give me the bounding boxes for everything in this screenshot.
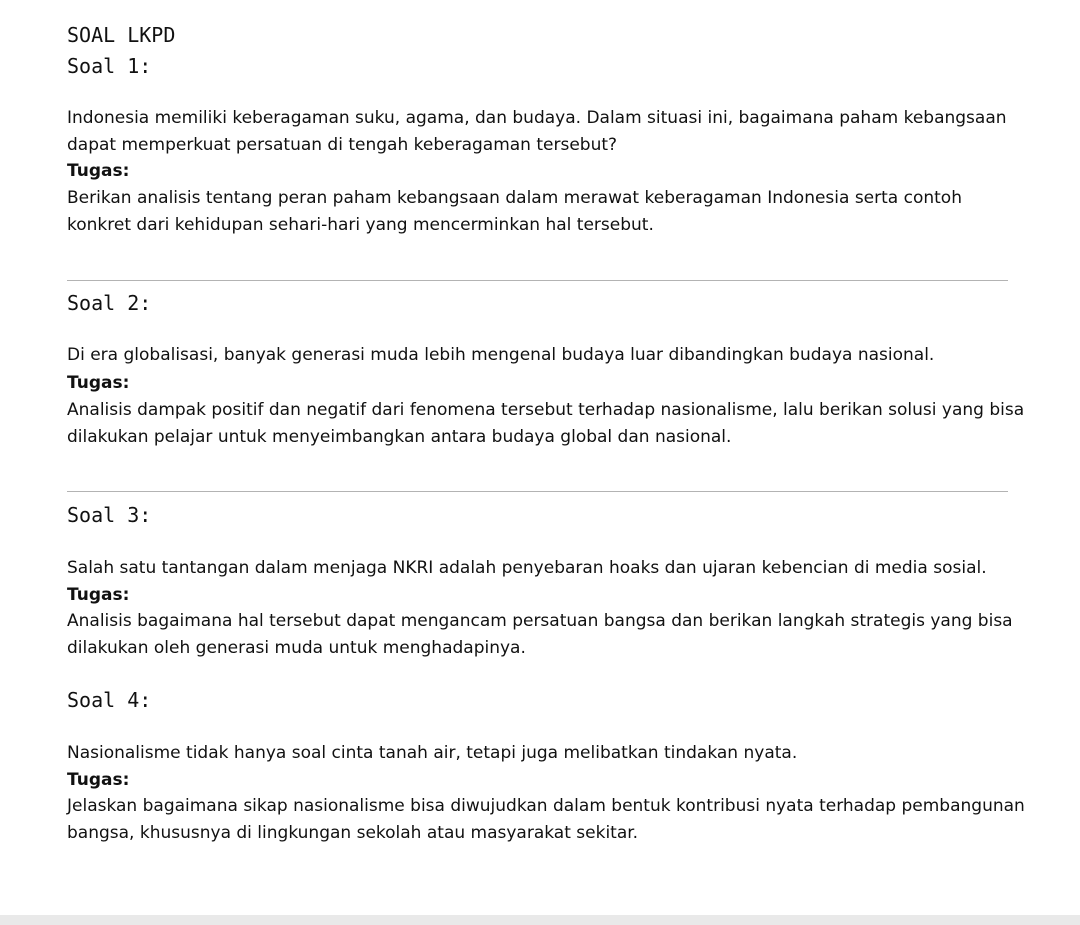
question-4-task-label: Tugas: [67,770,130,790]
viewer-bottom-edge [0,915,1080,925]
question-2-task: Analisis dampak positif dan negatif dari fenomena tersebut terhadap nasionalisme, lalu berikan solusi yang bisa dilakukan pelajar untuk menyeimbangkan antara budaya global dan nasional. [67,400,1025,447]
question-3-heading: Soal 3: [67,503,152,527]
section-divider-1 [67,280,1008,281]
question-2-task-label: Tugas: [67,373,130,393]
document-title: SOAL LKPD [67,23,176,47]
question-4-heading: Soal 4: [67,688,152,712]
question-1-task: Berikan analisis tentang peran paham kebangsaan dalam merawat keberagaman Indonesia serta contoh konkret dari kehidupan sehari-hari yang mencerminkan hal tersebut. [67,188,962,235]
question-3-task: Analisis bagaimana hal tersebut dapat mengancam persatuan bangsa dan berikan langkah strategis yang bisa dilakukan oleh generasi muda untuk menghadapinya. [67,611,1013,658]
question-4-prompt: Nasionalisme tidak hanya soal cinta tanah air, tetapi juga melibatkan tindakan nyata. [67,743,798,763]
question-1-heading: Soal 1: [67,54,152,78]
question-4-task: Jelaskan bagaimana sikap nasionalisme bisa diwujudkan dalam bentuk kontribusi nyata terhadap pembangunan bangsa, khususnya di lingkungan sekolah atau masyarakat sekitar. [67,796,1025,843]
question-2-prompt: Di era globalisasi, banyak generasi muda lebih mengenal budaya luar dibandingkan budaya nasional. [67,345,935,365]
question-2-heading: Soal 2: [67,291,152,315]
question-1-task-label: Tugas: [67,161,130,181]
question-3-prompt: Salah satu tantangan dalam menjaga NKRI adalah penyebaran hoaks dan ujaran kebencian di media sosial. [67,558,987,578]
section-divider-2 [67,491,1008,492]
question-1-prompt: Indonesia memiliki keberagaman suku, agama, dan budaya. Dalam situasi ini, bagaimana paham kebangsaan dapat memperkuat persatuan di tengah keberagaman tersebut? [67,108,1007,155]
question-3-task-label: Tugas: [67,585,130,605]
